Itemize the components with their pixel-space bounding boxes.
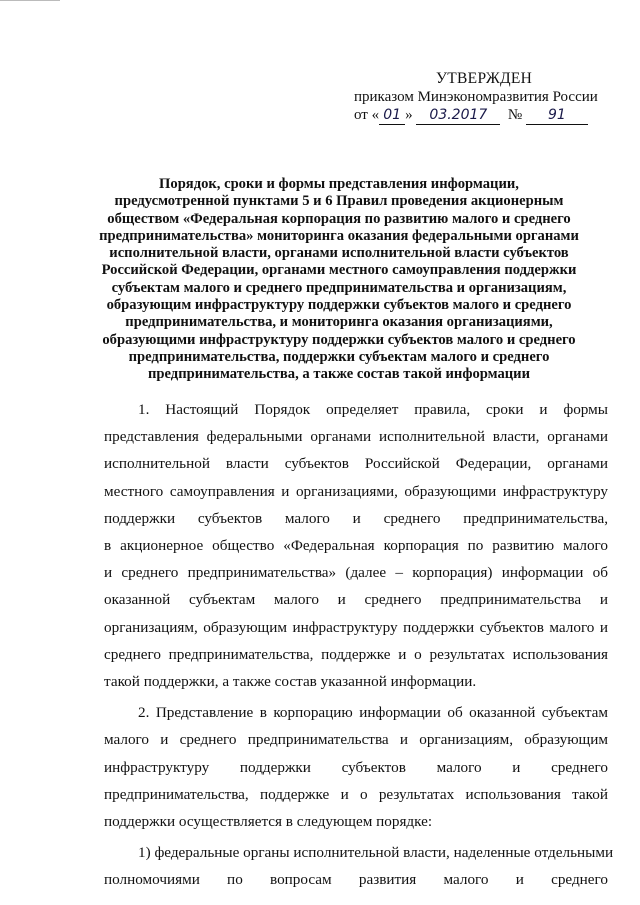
heading-line: предпринимательства, а также состав такой информации (148, 366, 530, 383)
text-line: оказанной субъектам малого и среднего предпринимательства и (104, 591, 608, 609)
approval-order-line: приказом Минэкономразвития России (354, 89, 598, 105)
date-close-quote: » (405, 107, 413, 123)
text-line: и среднего предпринимательства» (далее – корпорация) информации об (104, 564, 608, 582)
text-line: малого и среднего предпринимательства и организациям, образующим (104, 731, 608, 749)
text-line: инфраструктуру поддержки субъектов малого и среднего (104, 758, 608, 776)
text-line: поддержки осуществляется в следующем порядке: (104, 813, 433, 831)
text-line: полномочиями по вопросам развития малого и среднего (104, 871, 608, 889)
paragraph-3 (104, 839, 614, 893)
scan-artifact (0, 0, 60, 5)
text-line: 1. Настоящий Порядок определяет правила, сроки и формы (138, 401, 608, 418)
heading-line: исполнительной власти, органами исполнительной власти субъектов (109, 245, 569, 262)
approval-title: УТВЕРЖДЕН (436, 70, 533, 87)
approval-date-line (354, 106, 614, 125)
heading-line: предпринимательства, поддержки субъектам малого и среднего (128, 348, 550, 365)
approval-stamp-block (354, 70, 614, 125)
heading-line: предусмотренной пунктами 5 и 6 Правил проведения акционерным (114, 193, 564, 210)
heading-line: предпринимательства, и мониторинга оказания организациями, (125, 314, 553, 331)
handwritten-day: 01 (379, 106, 405, 125)
handwritten-order-number: 91 (526, 106, 588, 125)
heading-line: Российской Федерации, органами местного самоуправления поддержки (101, 262, 577, 279)
text-line: местного самоуправления и организациями, образующими инфраструктуру (104, 482, 608, 500)
text-line: предпринимательства, поддержке и о результатах использования такой (104, 785, 608, 803)
text-line: среднего предпринимательства, поддержке и о результатах использования (104, 645, 608, 663)
number-label: № (507, 107, 523, 123)
text-line: 2. Представление в корпорацию информации об оказанной субъектам (138, 704, 608, 722)
text-line: поддержки субъектов малого и среднего предпринимательства, (104, 509, 608, 527)
text-line: такой поддержки, а также состав указанной информации. (104, 673, 477, 691)
heading-line: образующим инфраструктуру поддержки субъектов малого и среднего (106, 297, 572, 314)
date-prefix: от « (354, 107, 380, 123)
text-line: 1) федеральные органы исполнительной власти, наделенные отдельными (138, 844, 614, 862)
paragraph-2 (104, 699, 608, 835)
heading-line: Порядок, сроки и формы представления информации, (159, 176, 519, 192)
handwritten-month-year: 03.2017 (416, 106, 500, 125)
text-line: представления федеральными органами исполнительной власти, органами (104, 428, 608, 446)
paragraph-1 (104, 396, 608, 695)
text-line: организациям, образующим инфраструктуру поддержки субъектов малого и (104, 618, 608, 636)
document-body (104, 396, 614, 894)
text-line: в акционерное общество «Федеральная корпорация по развитию малого (104, 537, 608, 555)
document-heading (92, 176, 586, 384)
heading-line: предпринимательства» мониторинга оказания федеральными органами (99, 227, 579, 244)
heading-line: субъектам малого и среднего предпринимательства и организациям, (111, 279, 567, 296)
heading-line: обществом «Федеральная корпорация по развитию малого и среднего (107, 210, 571, 227)
heading-line: образующими инфраструктуру поддержки субъектов малого и среднего (102, 331, 576, 348)
text-line: исполнительной власти субъектов Российской Федерации, органами (104, 455, 608, 473)
